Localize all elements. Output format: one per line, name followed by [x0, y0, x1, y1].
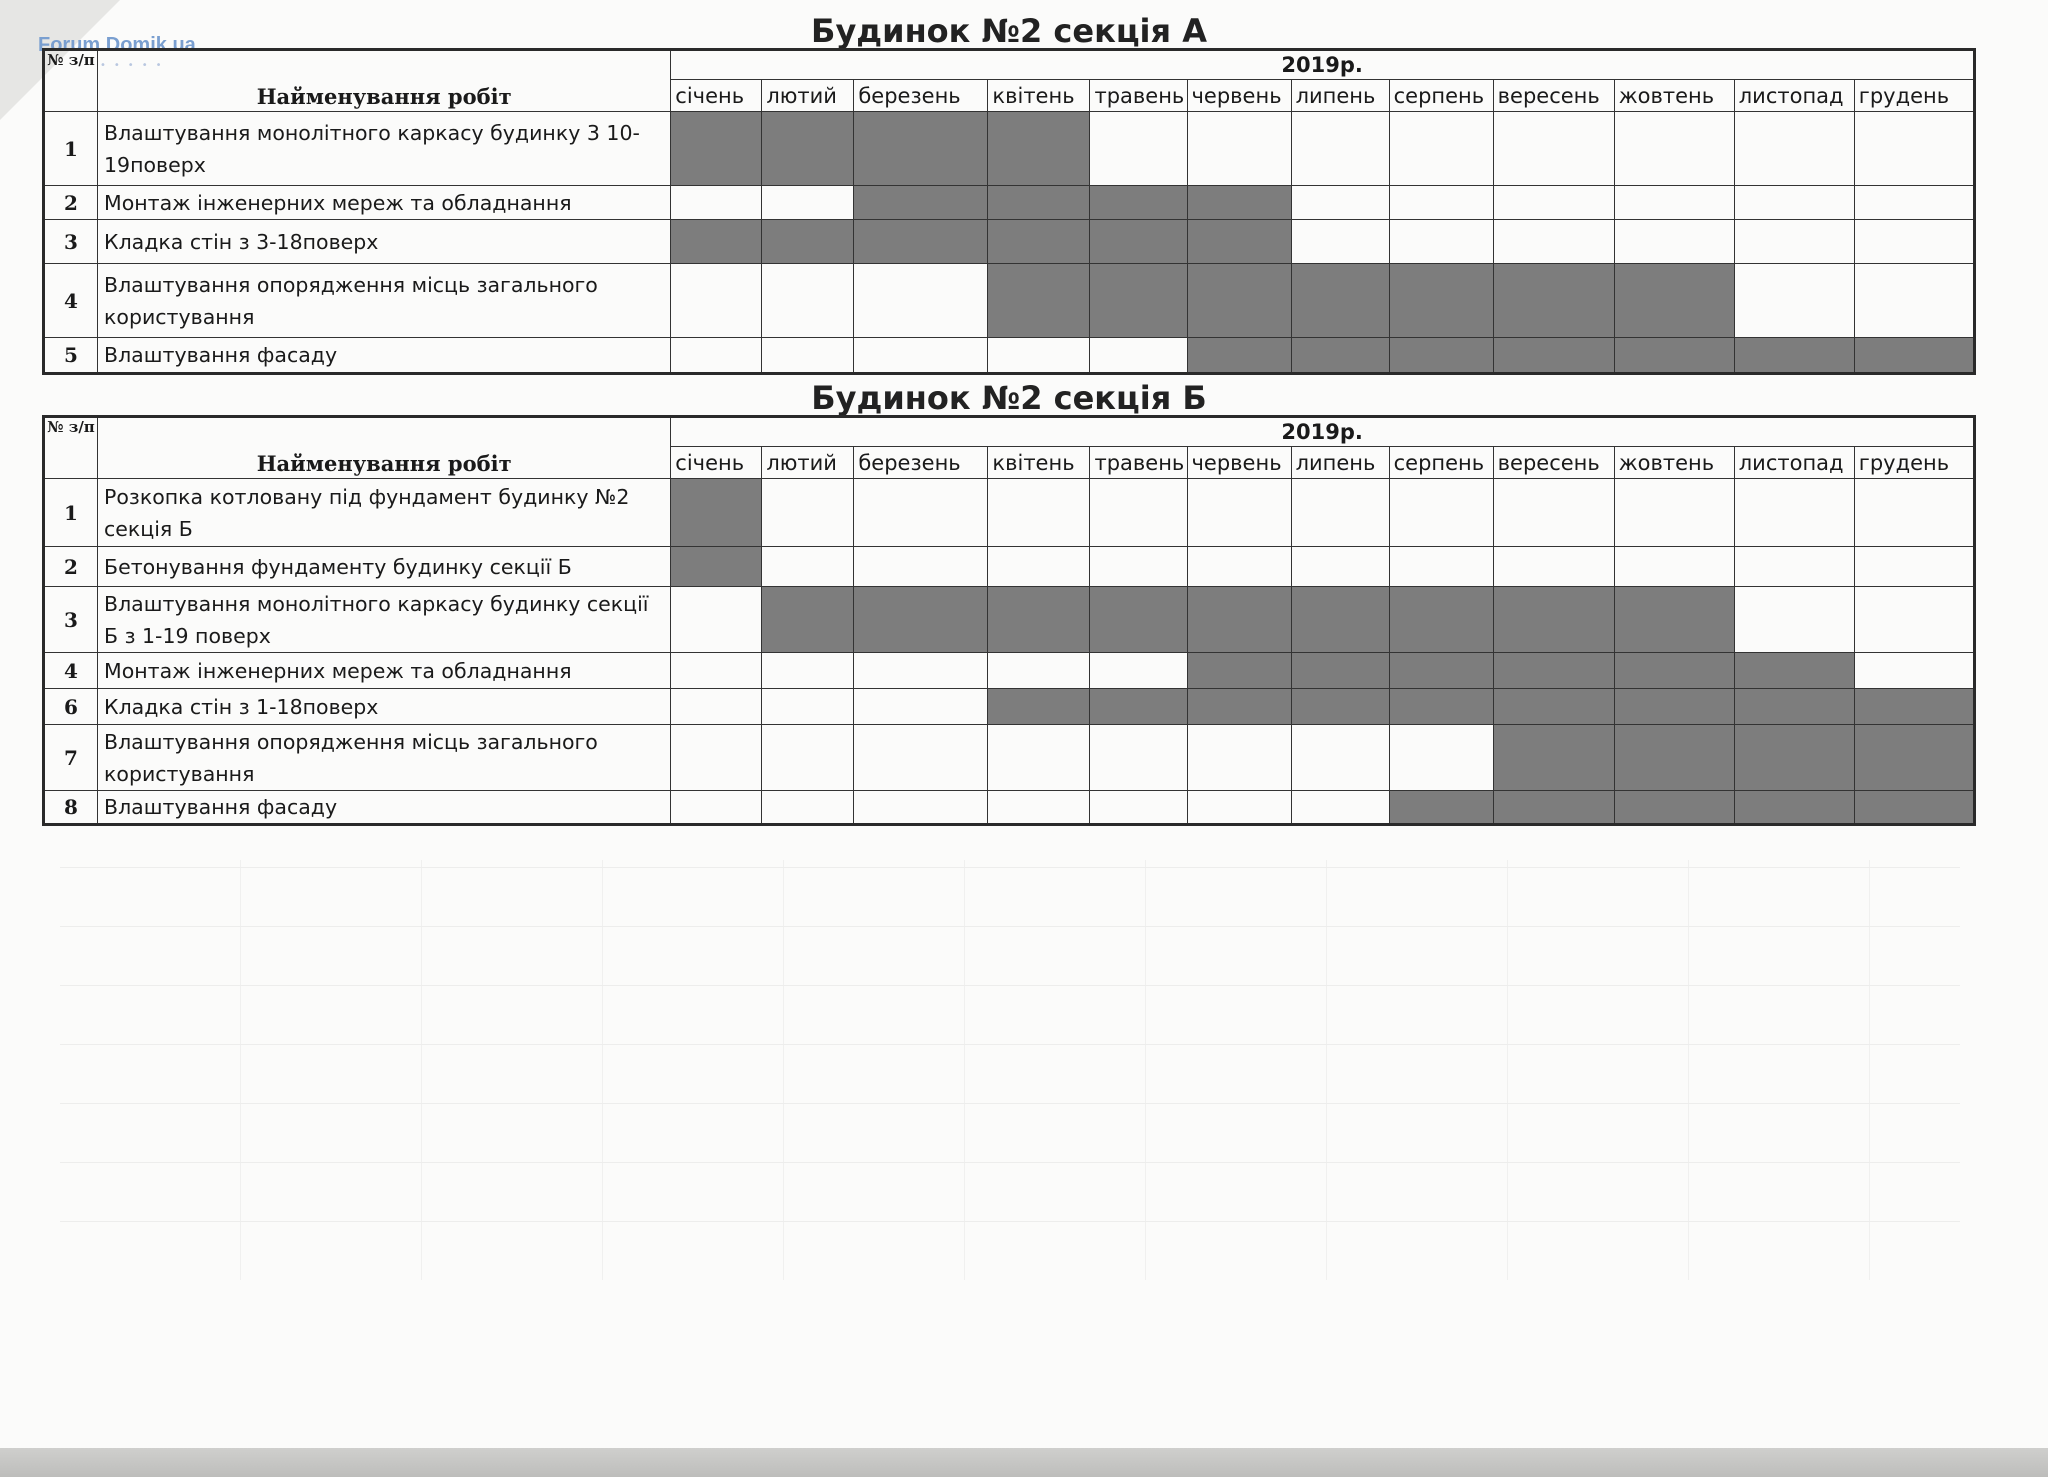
gantt-bar-cell: [1493, 587, 1614, 653]
gantt-bar-cell: [1493, 791, 1614, 825]
month-header: червень: [1187, 80, 1291, 112]
gantt-empty-cell: [762, 791, 854, 825]
gantt-empty-cell: [854, 725, 988, 791]
gantt-empty-cell: [854, 479, 988, 547]
gantt-empty-cell: [1187, 479, 1291, 547]
gantt-bar-cell: [1389, 587, 1493, 653]
gantt-bar-cell: [1493, 689, 1614, 725]
gantt-bar-cell: [1493, 338, 1614, 374]
gantt-empty-cell: [1854, 587, 1974, 653]
gantt-empty-cell: [854, 338, 988, 374]
table-row: [44, 479, 1975, 547]
gantt-bar-cell: [988, 220, 1090, 264]
gantt-bar-cell: [1187, 186, 1291, 220]
column-header-task-name: Найменування робіт: [98, 417, 671, 479]
gantt-bar-cell: [1389, 689, 1493, 725]
gantt-empty-cell: [1291, 547, 1389, 587]
gantt-empty-cell: [854, 264, 988, 338]
month-header: листопад: [1734, 80, 1854, 112]
gantt-empty-cell: [1187, 725, 1291, 791]
gantt-bar-cell: [1614, 791, 1734, 825]
gantt-bar-cell: [1614, 653, 1734, 689]
gantt-empty-cell: [1854, 186, 1974, 220]
task-name: Розкопка котловану під фундамент будинку №2 секція Б: [98, 479, 671, 547]
gantt-bar-cell: [1291, 689, 1389, 725]
table-row: [44, 264, 1975, 338]
gantt-bar-cell: [1187, 587, 1291, 653]
table-row: [44, 338, 1975, 374]
gantt-bar-cell: [1614, 689, 1734, 725]
gantt-empty-cell: [1493, 220, 1614, 264]
gantt-empty-cell: [1734, 186, 1854, 220]
gantt-empty-cell: [1854, 479, 1974, 547]
gantt-empty-cell: [671, 689, 762, 725]
scanner-bottom-edge: [0, 1448, 2048, 1477]
gantt-empty-cell: [671, 186, 762, 220]
month-header: грудень: [1854, 447, 1974, 479]
gantt-empty-cell: [762, 689, 854, 725]
month-header: січень: [671, 447, 762, 479]
gantt-empty-cell: [1614, 547, 1734, 587]
gantt-bar-cell: [671, 112, 762, 186]
gantt-bar-cell: [671, 479, 762, 547]
row-number: 2: [44, 186, 98, 220]
gantt-bar-cell: [1854, 689, 1974, 725]
gantt-empty-cell: [1090, 791, 1187, 825]
gantt-empty-cell: [1734, 264, 1854, 338]
gantt-bar-cell: [1187, 338, 1291, 374]
gantt-bar-cell: [1854, 791, 1974, 825]
table-row: [44, 547, 1975, 587]
row-number: 3: [44, 587, 98, 653]
gantt-empty-cell: [671, 587, 762, 653]
gantt-empty-cell: [1389, 479, 1493, 547]
gantt-bar-cell: [1187, 689, 1291, 725]
month-header: жовтень: [1614, 80, 1734, 112]
gantt-empty-cell: [1734, 112, 1854, 186]
task-name: Кладка стін з 1-18поверх: [98, 689, 671, 725]
task-name: Влаштування фасаду: [98, 791, 671, 825]
year-header: 2019р.: [671, 50, 1975, 80]
table-row: [44, 689, 1975, 725]
gantt-bar-cell: [1734, 689, 1854, 725]
table-row: [44, 587, 1975, 653]
month-header: жовтень: [1614, 447, 1734, 479]
task-name: Влаштування опорядження місць загального користування: [98, 264, 671, 338]
gantt-bar-cell: [1854, 725, 1974, 791]
task-name: Влаштування монолітного каркасу будинку 3 10-19поверх: [98, 112, 671, 186]
gantt-empty-cell: [1854, 547, 1974, 587]
row-number: 6: [44, 689, 98, 725]
table-row: [44, 725, 1975, 791]
table-row: [44, 186, 1975, 220]
gantt-bar-cell: [1389, 653, 1493, 689]
gantt-empty-cell: [762, 479, 854, 547]
gantt-bar-cell: [1614, 338, 1734, 374]
gantt-bar-cell: [1854, 338, 1974, 374]
month-header: квітень: [988, 80, 1090, 112]
gantt-empty-cell: [1734, 479, 1854, 547]
gantt-empty-cell: [1614, 112, 1734, 186]
month-header: липень: [1291, 80, 1389, 112]
gantt-empty-cell: [671, 725, 762, 791]
gantt-bar-cell: [1389, 264, 1493, 338]
schedule-table-section-b: [42, 415, 1976, 826]
gantt-empty-cell: [762, 653, 854, 689]
column-header-number: № з/п: [44, 417, 98, 479]
column-header-task-name: Найменування робіт: [98, 50, 671, 112]
gantt-empty-cell: [1854, 264, 1974, 338]
gantt-empty-cell: [1187, 547, 1291, 587]
gantt-empty-cell: [1493, 186, 1614, 220]
gantt-empty-cell: [1734, 587, 1854, 653]
schedule-table-section-a: [42, 48, 1976, 375]
gantt-bar-cell: [988, 186, 1090, 220]
year-header: 2019р.: [671, 417, 1975, 447]
gantt-bar-cell: [1291, 587, 1389, 653]
task-name: Влаштування фасаду: [98, 338, 671, 374]
gantt-empty-cell: [854, 653, 988, 689]
table-row: [44, 112, 1975, 186]
gantt-empty-cell: [1389, 547, 1493, 587]
task-name: Влаштування монолітного каркасу будинку секції Б з 1-19 поверх: [98, 587, 671, 653]
gantt-empty-cell: [1187, 791, 1291, 825]
gantt-bar-cell: [988, 264, 1090, 338]
task-name: Монтаж інженерних мереж та обладнання: [98, 653, 671, 689]
row-number: 5: [44, 338, 98, 374]
month-header: травень: [1090, 80, 1187, 112]
gantt-empty-cell: [1734, 220, 1854, 264]
gantt-empty-cell: [671, 653, 762, 689]
gantt-empty-cell: [671, 338, 762, 374]
gantt-bar-cell: [1389, 791, 1493, 825]
task-name: Влаштування опорядження місць загального користування: [98, 725, 671, 791]
gantt-bar-cell: [1187, 653, 1291, 689]
gantt-empty-cell: [1614, 479, 1734, 547]
gantt-bar-cell: [1734, 338, 1854, 374]
gantt-bar-cell: [1493, 725, 1614, 791]
gantt-bar-cell: [1291, 264, 1389, 338]
gantt-bar-cell: [1493, 653, 1614, 689]
gantt-bar-cell: [1090, 689, 1187, 725]
month-header: червень: [1187, 447, 1291, 479]
month-header: лютий: [762, 447, 854, 479]
show-through-ghost-table: [60, 860, 1960, 1280]
row-number: 4: [44, 264, 98, 338]
gantt-empty-cell: [671, 791, 762, 825]
gantt-empty-cell: [1291, 791, 1389, 825]
gantt-empty-cell: [1389, 112, 1493, 186]
gantt-empty-cell: [1614, 220, 1734, 264]
gantt-empty-cell: [854, 791, 988, 825]
month-header: травень: [1090, 447, 1187, 479]
month-header: грудень: [1854, 80, 1974, 112]
gantt-bar-cell: [1291, 653, 1389, 689]
row-number: 8: [44, 791, 98, 825]
gantt-bar-cell: [1389, 338, 1493, 374]
gantt-bar-cell: [1291, 338, 1389, 374]
gantt-empty-cell: [1854, 653, 1974, 689]
gantt-bar-cell: [1614, 587, 1734, 653]
gantt-empty-cell: [762, 264, 854, 338]
gantt-bar-cell: [1614, 725, 1734, 791]
row-number: 1: [44, 479, 98, 547]
month-header: лютий: [762, 80, 854, 112]
gantt-bar-cell: [1734, 791, 1854, 825]
table-row: [44, 653, 1975, 689]
month-header: серпень: [1389, 80, 1493, 112]
gantt-empty-cell: [988, 338, 1090, 374]
month-header: липень: [1291, 447, 1389, 479]
gantt-empty-cell: [854, 689, 988, 725]
month-header: березень: [854, 80, 988, 112]
gantt-bar-cell: [1614, 264, 1734, 338]
month-header: серпень: [1389, 447, 1493, 479]
gantt-bar-cell: [854, 186, 988, 220]
gantt-empty-cell: [988, 479, 1090, 547]
gantt-empty-cell: [1614, 186, 1734, 220]
gantt-empty-cell: [1090, 338, 1187, 374]
task-name: Кладка стін з 3-18поверх: [98, 220, 671, 264]
forum-watermark: Forum.Domik.ua: [38, 34, 196, 56]
gantt-empty-cell: [1187, 112, 1291, 186]
gantt-bar-cell: [1090, 186, 1187, 220]
gantt-empty-cell: [1090, 112, 1187, 186]
section-b-title: Будинок №2 секція Б: [811, 379, 1207, 417]
gantt-bar-cell: [1090, 264, 1187, 338]
gantt-bar-cell: [988, 112, 1090, 186]
gantt-empty-cell: [1389, 186, 1493, 220]
gantt-empty-cell: [1090, 547, 1187, 587]
row-number: 1: [44, 112, 98, 186]
row-number: 3: [44, 220, 98, 264]
row-number: 4: [44, 653, 98, 689]
gantt-empty-cell: [988, 653, 1090, 689]
gantt-empty-cell: [988, 725, 1090, 791]
gantt-bar-cell: [671, 220, 762, 264]
gantt-bar-cell: [854, 587, 988, 653]
gantt-empty-cell: [1389, 220, 1493, 264]
gantt-bar-cell: [762, 112, 854, 186]
gantt-empty-cell: [1090, 479, 1187, 547]
gantt-empty-cell: [1493, 112, 1614, 186]
gantt-empty-cell: [671, 264, 762, 338]
gantt-bar-cell: [762, 587, 854, 653]
gantt-empty-cell: [1090, 653, 1187, 689]
gantt-empty-cell: [762, 547, 854, 587]
gantt-empty-cell: [1734, 547, 1854, 587]
gantt-empty-cell: [762, 186, 854, 220]
month-header: квітень: [988, 447, 1090, 479]
watermark-dots-icon: •••••: [100, 60, 170, 71]
month-header: вересень: [1493, 80, 1614, 112]
gantt-empty-cell: [1090, 725, 1187, 791]
month-header: вересень: [1493, 447, 1614, 479]
table-row: [44, 791, 1975, 825]
gantt-empty-cell: [1854, 112, 1974, 186]
gantt-bar-cell: [671, 547, 762, 587]
gantt-empty-cell: [1291, 112, 1389, 186]
month-header: березень: [854, 447, 988, 479]
gantt-empty-cell: [1291, 725, 1389, 791]
gantt-empty-cell: [762, 725, 854, 791]
gantt-empty-cell: [988, 547, 1090, 587]
section-a-title: Будинок №2 секція А: [811, 12, 1207, 50]
gantt-empty-cell: [1291, 220, 1389, 264]
gantt-empty-cell: [1291, 186, 1389, 220]
gantt-bar-cell: [762, 220, 854, 264]
gantt-bar-cell: [988, 689, 1090, 725]
column-header-number: № з/п: [44, 50, 98, 112]
gantt-bar-cell: [1734, 725, 1854, 791]
row-number: 2: [44, 547, 98, 587]
gantt-empty-cell: [762, 338, 854, 374]
gantt-bar-cell: [1187, 220, 1291, 264]
task-name: Монтаж інженерних мереж та обладнання: [98, 186, 671, 220]
gantt-bar-cell: [988, 587, 1090, 653]
gantt-empty-cell: [854, 547, 988, 587]
gantt-empty-cell: [1389, 725, 1493, 791]
gantt-bar-cell: [1493, 264, 1614, 338]
task-name: Бетонування фундаменту будинку секції Б: [98, 547, 671, 587]
gantt-empty-cell: [1493, 479, 1614, 547]
gantt-bar-cell: [854, 112, 988, 186]
month-header: листопад: [1734, 447, 1854, 479]
month-header: січень: [671, 80, 762, 112]
table-row: [44, 220, 1975, 264]
gantt-bar-cell: [1187, 264, 1291, 338]
gantt-bar-cell: [1090, 220, 1187, 264]
gantt-empty-cell: [988, 791, 1090, 825]
row-number: 7: [44, 725, 98, 791]
gantt-bar-cell: [854, 220, 988, 264]
gantt-empty-cell: [1854, 220, 1974, 264]
gantt-bar-cell: [1734, 653, 1854, 689]
gantt-empty-cell: [1291, 479, 1389, 547]
gantt-empty-cell: [1493, 547, 1614, 587]
gantt-bar-cell: [1090, 587, 1187, 653]
